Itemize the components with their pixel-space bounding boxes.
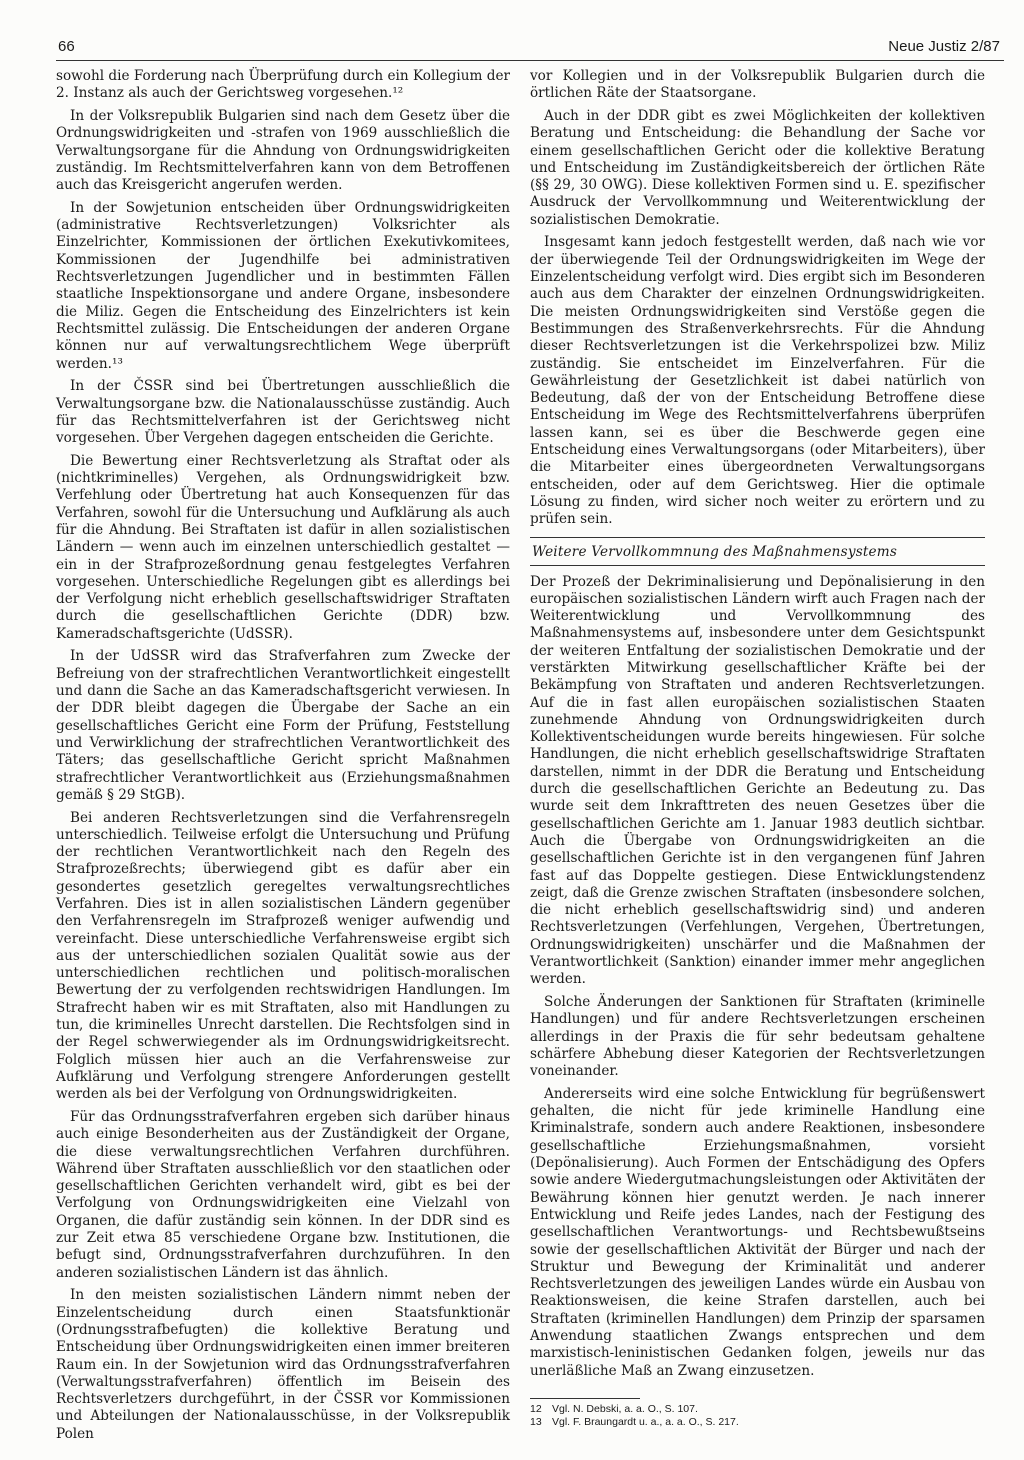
footnote-text: Vgl. N. Debski, a. a. O., S. 107. (552, 1402, 698, 1415)
section-rule-bottom (530, 565, 985, 566)
paragraph: Andererseits wird eine solche Entwicklung für begrüßenswert gehalten, die nicht für jede kriminelle Handlung eine Kriminalstrafe, sondern auch andere Reaktionen, insbesondere gesellschaftliche Erziehungsmaßnahmen, vorsieht (Depönalisierung). Auch Formen der Entschädigung des Opfers sowie andere Wiedergutmachungsleistungen oder Aktivitäten der Bewährung können hier genutzt werden. Je nach innerer Entwicklung und Reife jedes Landes, nach der Festigung des gesellschaftlichen Verantwortungs- und Rechtsbewußtseins sowie der gesellschaftlichen Aktivität der Bürger und nach der Struktur und Bewegung der Kriminalität und anderer Rechtsverletzungen des jeweiligen Landes würde ein Ausbau von Reaktionsweisen, die keine Strafen darstellen, auch bei Straftaten (kriminellen Handlungen) dem Prinzip der sparsamen Anwendung staatlichen Zwangs entsprechen und dem marxistisch-leninistischen Gedanken folgen, jeweils nur das unerläßliche Maß an Zwang einzusetzen. (530, 1085, 985, 1379)
footnote-text: Vgl. F. Braungardt u. a., a. a. O., S. 217. (552, 1415, 739, 1428)
paragraph: Die Bewertung einer Rechtsverletzung als Straftat oder als (nichtkriminelles) Vergehen, als Ordnungswidrigkeit bzw. Verfehlung oder Übertretung hat auch Konsequenzen für das Verfahren, sowohl für die Untersuchung und Aufklärung als auch für die Ahndung. Bei Straftaten ist dafür in allen sozialistischen Ländern — wenn auch im einzelnen unterschiedlich gestaltet — ein in der Strafprozeßordnung genau festgelegtes Verfahren vorgesehen. Unterschiedliche Regelungen gibt es allerdings bei der Verfolgung nicht erheblich gesellschaftswidriger Straftaten durch die gesellschaftlichen Gerichte (DDR) bzw. Kameradschaftsgerichte (UdSSR). (56, 452, 510, 642)
paragraph: In den meisten sozialistischen Ländern nimmt neben der Einzelentscheidung durch einen Staatsfunktionär (Ordnungsstrafbefugten) die kollektive Beratung und Entscheidung über Ordnungswidrigkeiten einen immer breiteren Raum ein. In der Sowjetunion wird das Ordnungsstrafverfahren (Verwaltungsstrafverfahren) öffentlich im Beisein des Rechtsverletzers durchgeführt, in der ČSSR vor Kommissionen und Abteilungen der Nationalausschüsse, in der Volksrepublik Polen (56, 1287, 510, 1442)
paragraph: Auch in der DDR gibt es zwei Möglichkeiten der kollektiven Beratung und Entscheidung: die Behandlung der Sache vor einem gesellschaftlichen Gericht oder die kollektive Beratung und Entscheidung im Zuständigkeitsbereich der örtlichen Räte (§§ 29, 30 OWG). Diese kollektiven Formen sind u. E. spezifischer Ausdruck der Vervollkommnung und Weiterentwicklung der sozialistischen Demokratie. (530, 107, 985, 228)
paragraph: Der Prozeß der Dekriminalisierung und Depönalisierung in den europäischen sozialistischen Ländern wirft auch Fragen nach der Weiterentwicklung und Vervollkommnung des Maßnahmensystems auf, insbesondere unter dem Gesichtspunkt der weiteren Entfaltung der sozialistischen Demokratie und der verstärkten Mitwirkung gesellschaftlicher Kräfte bei der Bekämpfung von Straftaten und anderen Rechtsverletzungen. Auf die in fast allen europäischen sozialistischen Staaten zunehmende Ahndung von Ordnungswidrigkeiten durch Kollektiventscheidungen wurde bereits hingewiesen. Für solche Handlungen, die nicht erheblich gesellschaftswidrige Straftaten darstellen, nimmt in der DDR die Beratung und Entscheidung durch die gesellschaftlichen Gerichte an Bedeutung zu. Das wurde seit dem Inkrafttreten des neuen Gesetzes über die gesellschaftlichen Gerichte am 1. Januar 1983 deutlich sichtbar. Auch die Übergabe von Ordnungswidrigkeiten an die gesellschaftlichen Gerichte ist in den vergangenen fünf Jahren fast auf das Doppelte gestiegen. Diese Entwicklungstendenz zeigt, daß die Grenze zwischen Straftaten (insbesondere solchen, die nicht erheblich gesellschaftswidrig sind) und anderen Rechtsverletzungen (Verfehlungen, Vergehen, Übertretungen, Ordnungswidrigkeiten) unschärfer und die Maßnahmen der Verantwortlichkeit (Sanktion) einander immer mehr angeglichen werden. (530, 573, 985, 988)
paragraph: In der UdSSR wird das Strafverfahren zum Zwecke der Befreiung von der strafrechtlichen Verantwortlichkeit eingestellt und dann die Sache an das Kameradschaftsgericht verwiesen. In der DDR bleibt dagegen die Übergabe der Sache an ein gesellschaftliches Gericht eine Form der Prüfung, Feststellung und Verwirklichung der strafrechtlichen Verantwortlichkeit des Täters; das gesellschaftliche Gericht spricht Maßnahmen strafrechtlicher Verantwortlichkeit aus (Erziehungsmaßnahmen gemäß § 29 StGB). (56, 648, 510, 803)
footnote-rule (530, 1398, 640, 1399)
paragraph: In der ČSSR sind bei Übertretungen ausschließlich die Verwaltungsorgane bzw. die Nationalausschüsse zuständig. Auch für das Rechtsmittelverfahren ist der Gerichtsweg nicht vorgesehen. Über Vergehen dagegen entscheiden die Gerichte. (56, 378, 510, 447)
footnote-number: 12 (530, 1402, 542, 1415)
section-heading: Weitere Vervollkommnung des Maßnahmensystems (532, 543, 898, 560)
paragraph: Solche Änderungen der Sanktionen für Straftaten (kriminelle Handlungen) und für andere Rechtsverletzungen erscheinen allerdings in der Praxis die für sehr bedeutsam gehaltene schärfere Abhebung dieser Kategorien der Rechtsverletzungen voneinander. (530, 994, 985, 1080)
paragraph: vor Kollegien und in der Volksrepublik Bulgarien durch die örtlichen Räte der Staatsorgane. (530, 68, 985, 102)
running-header-journal: Neue Justiz 2/87 (888, 38, 1000, 55)
footnote (530, 1403, 985, 1416)
header-rule (56, 60, 1004, 61)
section-rule-top (530, 537, 985, 538)
left-column (56, 68, 510, 1448)
paragraph: sowohl die Forderung nach Überprüfung durch ein Kollegium der 2. Instanz als auch der Gerichtsweg vorgesehen.¹² (56, 68, 510, 102)
paragraph: Bei anderen Rechtsverletzungen sind die Verfahrensregeln unterschiedlich. Teilweise erfolgt die Untersuchung und Prüfung der rechtlichen Verantwortlichkeit nach den Regeln des Strafprozeßrechts; überwiegend gibt es dafür aber ein gesondertes gesetzlich geregeltes verwaltungsrechtliches Verfahren. Dies ist in allen sozialistischen Ländern gegenüber den Verfahrensregeln im Strafprozeß weniger aufwendig und vereinfacht. Diese unterschiedliche Verfahrensweise ergibt sich aus der unterschiedlichen sozialen Qualität sowie aus der unterschiedlichen rechtlichen und politisch-moralischen Bewertung der zu verfolgenden rechtswidrigen Handlungen. Im Strafrecht haben wir es mit Straftaten, also mit Handlungen zu tun, die kriminelles Unrecht darstellen. Die Rechtsfolgen sind in der Regel schwerwiegender als im Ordnungswidrigkeitsrecht. Folglich müssen hier auch an die Verfahrensweise zur Aufklärung und Verfolgung strengere Anforderungen gestellt werden als bei der Verfolgung von Ordnungswidrigkeiten. (56, 809, 510, 1103)
paragraph: Insgesamt kann jedoch festgestellt werden, daß nach wie vor der überwiegende Teil der Ordnungswidrigkeiten im Wege der Einzelentscheidung verfolgt wird. Dies ergibt sich im Besonderen auch aus dem Charakter der einzelnen Ordnungswidrigkeiten. Die meisten Ordnungswidrigkeiten sind Verstöße gegen die Bestimmungen des Straßenverkehrsrechts. Für die Ahndung dieser Rechtsverletzungen ist die Verkehrspolizei bzw. Miliz zuständig. Sie entscheidet im Einzelverfahren. Für die Gewährleistung der Gesetzlichkeit ist dabei natürlich von Bedeutung, daß der von der Entscheidung Betroffene diese Entscheidung im Wege des Rechtsmittelverfahrens überprüfen lassen kann, sei es über die Beschwerde gegen eine Entscheidung eines Verwaltungsorgans (oder Mitarbeiters), über die Mitarbeiter eines übergeordneten Verwaltungsorgans entscheiden, oder auf dem Gerichtsweg. Hier die optimale Lösung zu finden, wird sicher noch weiter zu erörtern und zu prüfen sein. (530, 234, 985, 528)
paragraph: In der Volksrepublik Bulgarien sind nach dem Gesetz über die Ordnungswidrigkeiten und -strafen von 1969 ausschließlich die Verwaltungsorgane für die Ahndung von Ordnungswidrigkeiten zuständig. Im Rechtsmittelverfahren kann von dem Betroffenen auch das Kreisgericht angerufen werden. (56, 107, 510, 194)
paragraph: In der Sowjetunion entscheiden über Ordnungswidrigkeiten (administrative Rechtsverletzungen) Volksrichter als Einzelrichter, Kommissionen der örtlichen Exekutivkomitees, Kommissionen der Jugendhilfe bei administrativen Rechtsverletzungen Jugendlicher und in bestimmten Fällen staatliche Inspektionsorgane und andere Organe, insbesondere die Miliz. Gegen die Entscheidung des Einzelrichters ist kein Rechtsmittel zulässig. Die Entscheidungen der anderen Organe können nur auf verwaltungsrechtlichem Wege überprüft werden.¹³ (56, 199, 510, 372)
right-column (530, 68, 985, 1429)
paragraph: Für das Ordnungsstrafverfahren ergeben sich darüber hinaus auch einige Besonderheiten aus der Zuständigkeit der Organe, die diese verwaltungsrechtlichen Verfahren durchführen. Während über Straftaten ausschließlich vor den staatlichen oder gesellschaftlichen Gerichten verhandelt wird, gibt es bei der Verfolgung von Ordnungswidrigkeiten eine Vielzahl von Organen, die dafür zuständig sein können. In der DDR sind es zur Zeit etwa 85 verschiedene Organe bzw. Institutionen, die befugt sind, Ordnungsstrafverfahren durchzuführen. In den anderen sozialistischen Ländern ist das ähnlich. (56, 1108, 510, 1281)
footnote-number: 13 (530, 1415, 542, 1428)
footnote (530, 1416, 985, 1429)
page-number: 66 (58, 38, 75, 55)
